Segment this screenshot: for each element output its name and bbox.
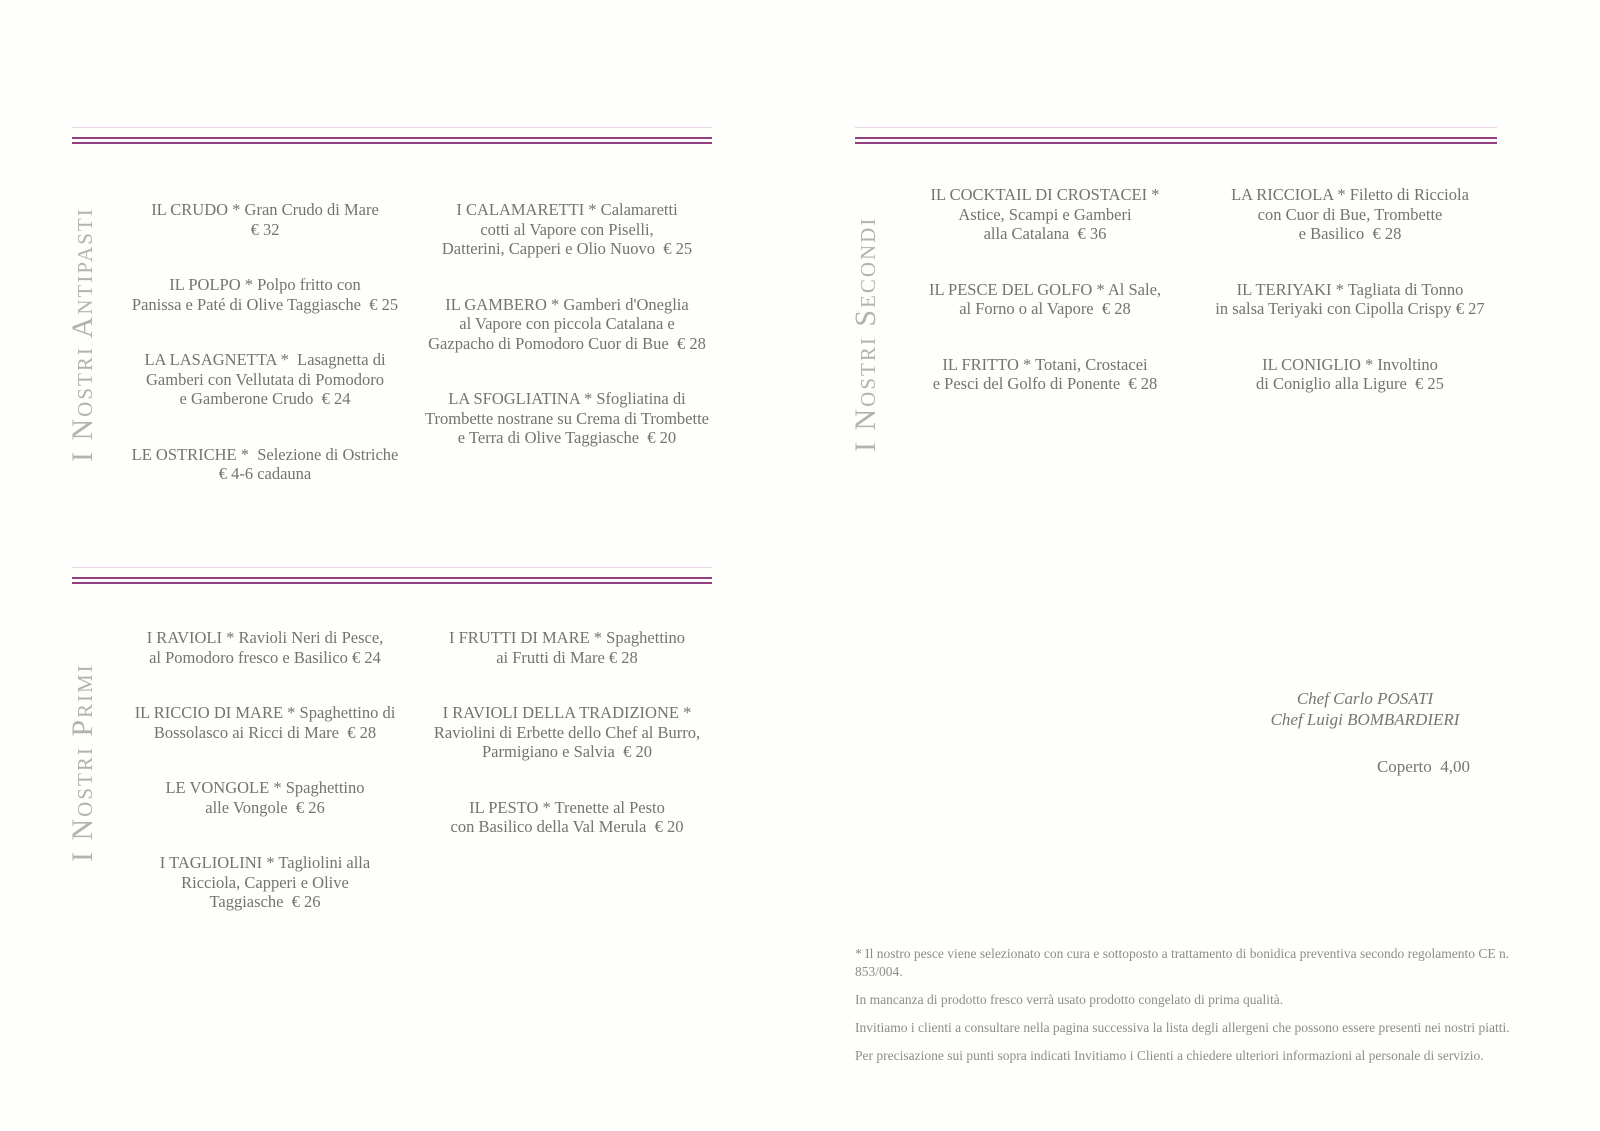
menu-item-line: € 4-6 cadauna [218, 464, 312, 483]
menu-item-i-tagliolini [110, 853, 420, 912]
menu-item-line: alle Vongole € 26 [205, 797, 325, 817]
menu-item-line: € 32 [250, 219, 280, 239]
menu-item-line: LA LASAGNETTA * Lasagnetta di [144, 350, 386, 369]
secondi-column-1 [890, 185, 1200, 430]
menu-item-line: al Forno o al Vapore € 28 [959, 299, 1131, 318]
menu-item-line: di Coniglio alla Ligure € 25 [1256, 374, 1444, 393]
menu-item-line: e Basilico € 28 [1298, 224, 1402, 243]
menu-item-line: IL PESTO * Trenette al Pesto [469, 797, 665, 817]
menu-item-la-sfogliatina [412, 389, 722, 448]
divider-line-faint [72, 127, 712, 128]
menu-item-line: Astice, Scampi e Gamberi [958, 204, 1132, 224]
menu-item-line: LE VONGOLE * Spaghettino [165, 778, 365, 797]
menu-item-la-ricciola [1195, 185, 1505, 244]
menu-item-il-pesto [412, 798, 722, 837]
menu-item-line: Panissa e Paté di Olive Taggiasche € 25 [131, 294, 399, 314]
primi-column-1 [110, 628, 420, 948]
divider-line-dark [72, 577, 712, 579]
footnote-line: In mancanza di prodotto fresco verrà usato prodotto congelato di prima qualità. [855, 992, 1284, 1007]
menu-item-line: cotti al Vapore con Piselli, [480, 219, 654, 239]
menu-item-la-lasagnetta [110, 350, 420, 409]
menu-item-line: I RAVIOLI DELLA TRADIZIONE * [442, 703, 692, 722]
section-divider-primi [72, 567, 712, 584]
menu-item-line: LA SFOGLIATINA * Sfogliatina di [448, 389, 686, 408]
menu-item-line: alla Catalana € 36 [983, 224, 1107, 243]
menu-item-line: IL FRITTO * Totani, Crostacei [942, 354, 1148, 374]
menu-item-line: Datterini, Capperi e Olio Nuovo € 25 [441, 239, 693, 258]
menu-item-line: IL RICCIO DI MARE * Spaghettino di [134, 703, 396, 722]
divider-line-faint [72, 567, 712, 568]
menu-item-line: e Pesci del Golfo di Ponente € 28 [932, 374, 1158, 393]
divider-line-dark [72, 137, 712, 139]
chef-credits [1245, 688, 1485, 730]
menu-item-i-calamaretti [412, 200, 722, 259]
menu-item-line: e Terra di Olive Taggiasche € 20 [457, 428, 677, 447]
menu-item-il-crudo [110, 200, 420, 239]
menu-item-line: IL PESCE DEL GOLFO * Al Sale, [928, 279, 1162, 299]
menu-item-le-vongole [110, 778, 420, 817]
section-heading-secondi: I Nostri Secondi [849, 216, 882, 452]
menu-item-line: LA RICCIOLA * Filetto di Ricciola [1231, 185, 1469, 204]
menu-item-line: al Vapore con piccola Catalana e [459, 314, 675, 333]
menu-item-line: ai Frutti di Mare € 28 [496, 647, 638, 667]
antipasti-column-2 [412, 200, 722, 484]
menu-item-i-ravioli [110, 628, 420, 667]
menu-item-line: Taggiasche € 26 [209, 892, 321, 911]
menu-item-line: Trombette nostrane su Crema di Trombette [425, 408, 709, 428]
menu-item-line: I CALAMARETTI * Calamaretti [456, 200, 678, 219]
menu-item-line: I FRUTTI DI MARE * Spaghettino [448, 628, 686, 647]
menu-item-ravioli-della-tradizione [412, 703, 722, 762]
secondi-column-2 [1195, 185, 1505, 430]
section-heading-primi: I Nostri Primi [66, 663, 99, 862]
menu-item-line: LE OSTRICHE * Selezione di Ostriche [131, 444, 399, 464]
menu-item-i-frutti-di-mare [412, 628, 722, 667]
menu-item-il-coniglio [1195, 355, 1505, 394]
menu-item-le-ostriche [110, 445, 420, 484]
primi-column-2 [412, 628, 722, 873]
menu-item-line: IL TERIYAKI * Tagliata di Tonno [1236, 279, 1464, 299]
menu-item-il-gambero [412, 295, 722, 354]
footnote-line: * Il nostro pesce viene selezionato con cura e sottoposto a trattamento di bonidica preventiva secondo regolamento CE n. 853/004. [855, 946, 1513, 979]
divider-line-dark [72, 582, 712, 584]
menu-item-line: I RAVIOLI * Ravioli Neri di Pesce, [146, 628, 384, 647]
menu-item-line: in salsa Teriyaki con Cipolla Crispy € 27 [1215, 299, 1485, 318]
menu-item-il-polpo [110, 275, 420, 314]
menu-item-line: Gazpacho di Pomodoro Cuor di Bue € 28 [428, 333, 706, 353]
divider-line-dark [72, 142, 712, 144]
coperto-note: Coperto 4,00 [1376, 757, 1470, 776]
menu-item-il-teriyaki [1195, 280, 1505, 319]
menu-item-line: Gamberi con Vellutata di Pomodoro [146, 369, 384, 389]
menu-item-line: al Pomodoro fresco e Basilico € 24 [149, 647, 381, 667]
menu-item-cocktail-di-crostacei [890, 185, 1200, 244]
menu-item-line: con Basilico della Val Merula € 20 [450, 817, 684, 836]
footnote-line: Per precisazione sui punti sopra indicati Invitiamo i Clienti a chiedere ulteriori informazioni al personale di servizio. [855, 1048, 1484, 1063]
menu-item-line: I TAGLIOLINI * Tagliolini alla [159, 853, 371, 872]
menu-item-line: IL CRUDO * Gran Crudo di Mare [151, 200, 379, 219]
divider-line-dark [855, 142, 1497, 144]
menu-item-line: con Cuor di Bue, Trombette [1257, 204, 1443, 224]
menu-item-il-fritto [890, 355, 1200, 394]
divider-line-dark [855, 137, 1497, 139]
divider-line-faint [855, 127, 1497, 128]
menu-item-line: e Gamberone Crudo € 24 [179, 389, 351, 408]
antipasti-column-1 [110, 200, 420, 520]
footnotes [855, 945, 1535, 1075]
section-divider-secondi [855, 127, 1497, 144]
menu-item-pesce-del-golfo [890, 280, 1200, 319]
menu-item-line: Parmigiano e Salvia € 20 [481, 742, 652, 761]
footnote-line: Invitiamo i clienti a consultare nella pagina successiva la lista degli allergeni che possono essere presenti nei nostri piatti. [855, 1020, 1510, 1035]
section-divider-antipasti [72, 127, 712, 144]
menu-item-line: Ricciola, Capperi e Olive [181, 872, 349, 892]
menu-item-line: IL CONIGLIO * Involtino [1262, 354, 1438, 374]
menu-item-line: IL POLPO * Polpo fritto con [169, 275, 361, 294]
menu-item-il-riccio-di-mare [110, 703, 420, 742]
section-heading-antipasti: I Nostri Antipasti [66, 207, 99, 462]
chef-name: Chef Luigi BOMBARDIERI [1270, 710, 1460, 729]
menu-item-line: Raviolini di Erbette dello Chef al Burro, [433, 722, 701, 742]
menu-item-line: IL GAMBERO * Gamberi d'Oneglia [445, 294, 689, 314]
chef-name: Chef Carlo POSATI [1296, 689, 1434, 708]
menu-item-line: IL COCKTAIL DI CROSTACEI * [930, 185, 1160, 204]
menu-item-line: Bossolasco ai Ricci di Mare € 28 [153, 722, 377, 742]
